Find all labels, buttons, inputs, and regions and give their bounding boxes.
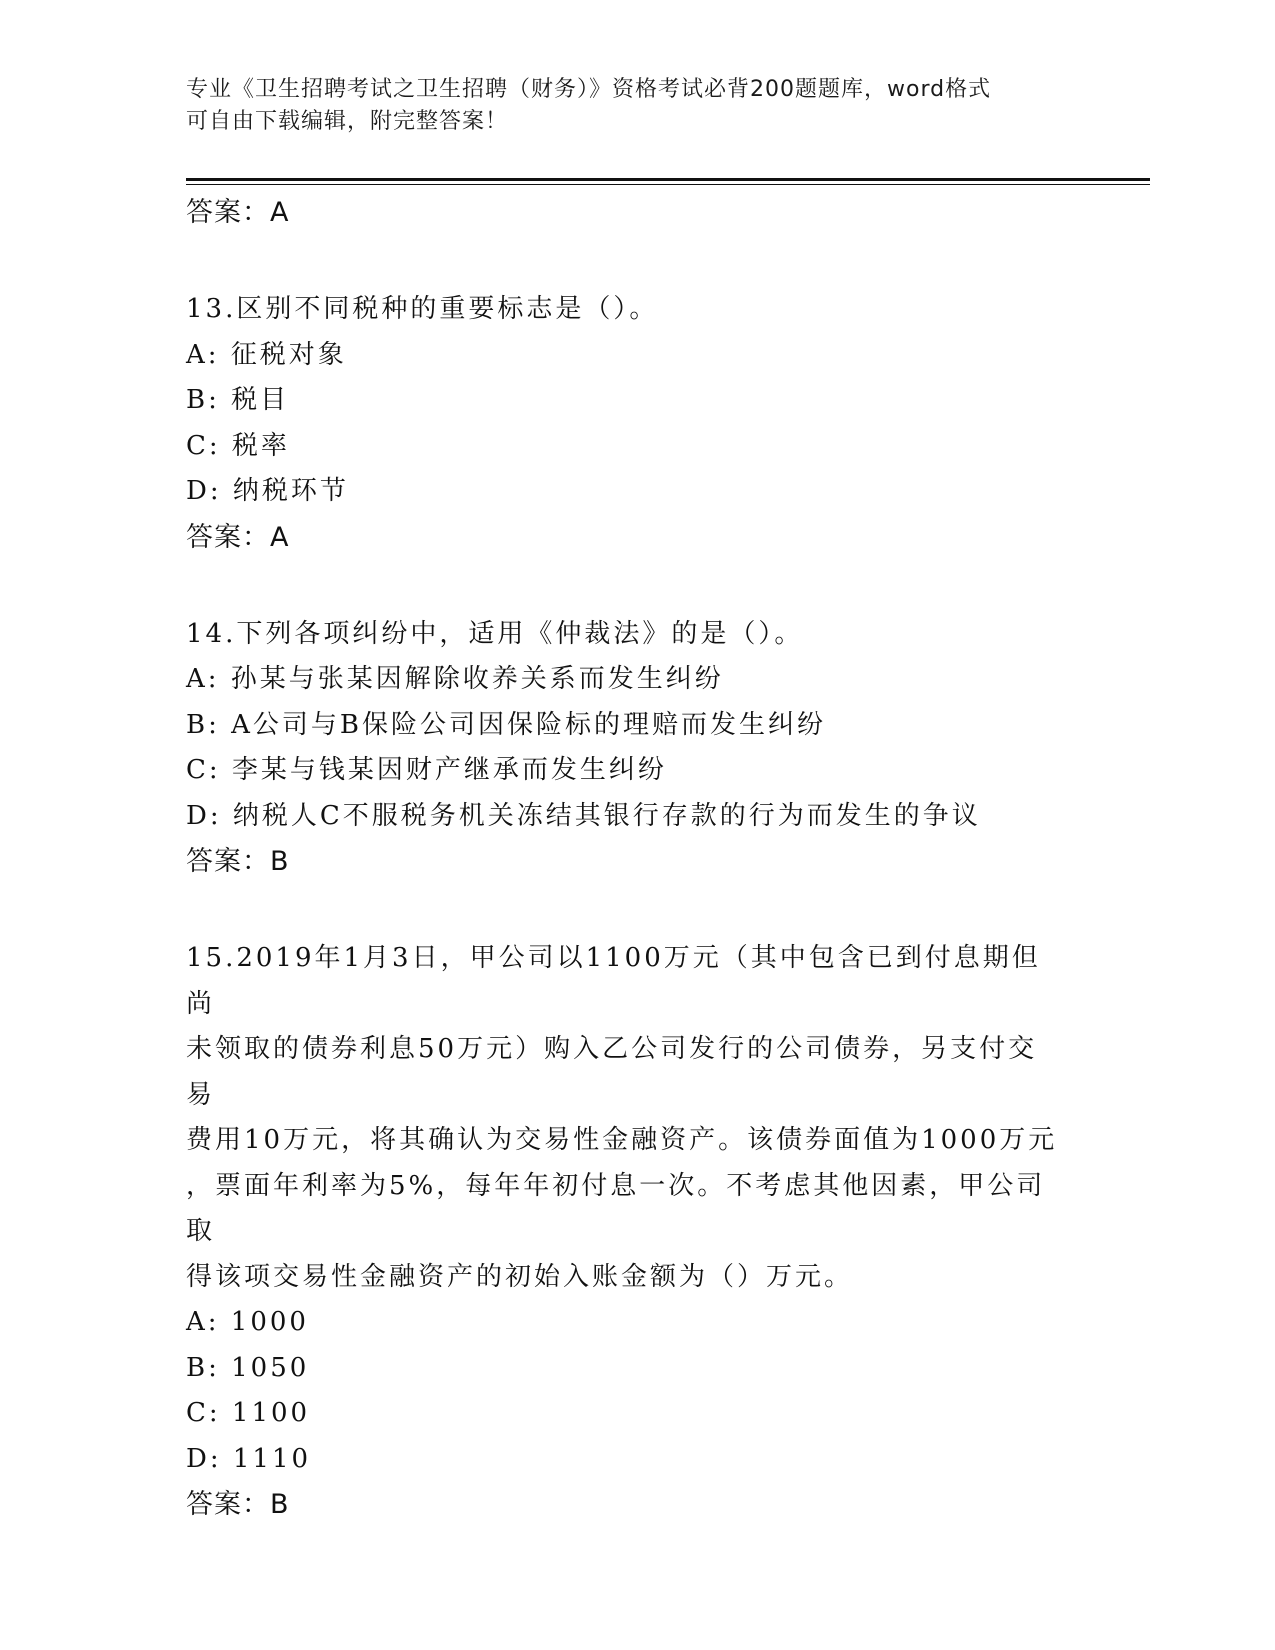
- previous-answer: 答案：A: [186, 197, 290, 228]
- header-line-1: 专业《卫生招聘考试之卫生招聘（财务）》资格考试必背200题题库，word格式: [186, 77, 992, 102]
- option-d: D: 1110: [186, 1443, 312, 1474]
- option-d: D: 纳税环节: [186, 476, 349, 506]
- question-stem-line: 费用10万元，将其确认为交易性金融资产。该债券面值为1000万元: [186, 1125, 1058, 1155]
- option-b: B: A公司与B保险公司因保险标的理赔而发生纠纷: [186, 709, 827, 740]
- answer: 答案：B: [186, 846, 290, 877]
- option-a: A: 1000: [186, 1307, 309, 1337]
- header-line-2: 可自由下载编辑，附完整答案！: [186, 109, 509, 134]
- question-stem: 13.区别不同税种的重要标志是（）。: [186, 294, 659, 324]
- option-c: C: 税率: [186, 430, 290, 461]
- question-stem: 14.下列各项纠纷中，适用《仲裁法》的是（）。: [186, 618, 804, 649]
- option-c: C: 李某与钱某因财产继承而发生纠纷: [186, 755, 667, 785]
- header-divider-thin: [186, 184, 1150, 185]
- answer: 答案：B: [186, 1489, 290, 1520]
- option-d: D: 纳税人C不服税务机关冻结其银行存款的行为而发生的争议: [186, 800, 981, 831]
- option-a: A: 征税对象: [186, 339, 347, 370]
- answer: 答案：A: [186, 521, 290, 553]
- question-stem-line: 15.2019年1月3日，甲公司以1100万元（其中包含已到付息期但尚: [186, 943, 1041, 1019]
- question-14: [186, 612, 1066, 885]
- header-divider-thick: [186, 178, 1150, 181]
- question-stem-line: ，票面年利率为5%，每年年初付息一次。不考虑其他因素，甲公司取: [186, 1170, 1046, 1246]
- option-a: A: 孙某与张某因解除收养关系而发生纠纷: [186, 664, 724, 694]
- question-15: [186, 936, 1066, 1527]
- option-c: C: 1100: [186, 1398, 311, 1428]
- option-b: B: 1050: [186, 1352, 310, 1383]
- question-stem-line: 得该项交易性金融资产的初始入账金额为（）万元。: [186, 1261, 854, 1292]
- option-b: B: 税目: [186, 385, 290, 415]
- document-header: [186, 74, 1066, 138]
- question-content: [186, 190, 1066, 1527]
- question-stem-line: 未领取的债券利息50万元）购入乙公司发行的公司债券，另支付交易: [186, 1034, 1038, 1110]
- question-13: [186, 287, 1066, 560]
